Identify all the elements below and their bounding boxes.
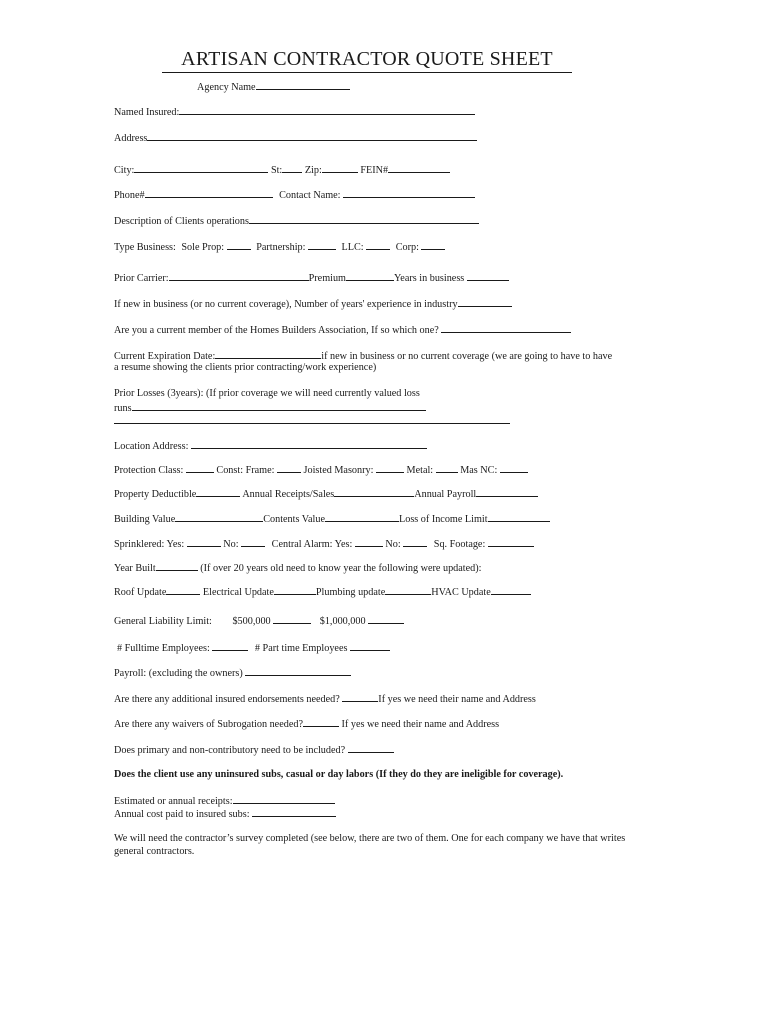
sprinklered-label: Sprinklered: Yes: xyxy=(114,539,185,550)
gl-1m-field[interactable] xyxy=(368,613,404,624)
sole-prop-label: Sole Prop: xyxy=(181,242,225,253)
year-built-note: (If over 20 years old need to know year the following were updated): xyxy=(200,563,482,574)
prior-losses-row xyxy=(114,387,420,400)
location-address-label: Location Address: xyxy=(114,441,189,452)
llc-field[interactable] xyxy=(366,239,390,250)
partnership-label: Partnership: xyxy=(256,242,306,253)
roof-update-field[interactable] xyxy=(166,584,200,595)
estimated-receipts-label: Estimated or annual receipts: xyxy=(114,796,233,807)
hba-row xyxy=(114,322,571,337)
gl-500k-field[interactable] xyxy=(273,613,311,624)
parttime-employees-field[interactable] xyxy=(350,640,390,651)
annual-receipts-label: Annual Receipts/Sales xyxy=(242,489,335,500)
joisted-masonry-label: Joisted Masonry: xyxy=(303,465,374,476)
sprinklered-yes-field[interactable] xyxy=(187,536,221,547)
additional-insured-label: Are there any additional insured endorsements needed? xyxy=(114,694,340,705)
year-built-label: Year Built xyxy=(114,563,156,574)
st-label: St: xyxy=(270,165,283,176)
current-expiration-label: Current Expiration Date: xyxy=(114,351,216,362)
loss-of-income-label: Loss of Income Limit xyxy=(399,514,488,525)
fulltime-employees-label: # Fulltime Employees: xyxy=(117,643,210,654)
zip-field[interactable] xyxy=(322,162,358,173)
protection-class-field[interactable] xyxy=(186,462,214,473)
city-label: City: xyxy=(114,165,135,176)
mas-nc-field[interactable] xyxy=(500,462,528,473)
protection-class-label: Protection Class: xyxy=(114,465,184,476)
named-insured-label: Named Insured: xyxy=(114,107,180,118)
address-row xyxy=(114,130,477,145)
corp-field[interactable] xyxy=(421,239,445,250)
joisted-masonry-field[interactable] xyxy=(376,462,404,473)
contact-name-label: Contact Name: xyxy=(279,190,341,201)
prior-carrier-field[interactable] xyxy=(169,270,309,281)
prior-losses-field-2[interactable] xyxy=(114,413,510,424)
updates-row xyxy=(114,584,531,599)
llc-label: LLC: xyxy=(341,242,364,253)
property-deductible-row xyxy=(114,486,538,501)
payroll-field[interactable] xyxy=(245,665,351,676)
annual-cost-field[interactable] xyxy=(252,806,336,817)
survey-note: We will need the contractor’s survey completed (see below, there are two of them. One for each company we have that writes general contractors. xyxy=(114,833,626,857)
city-row xyxy=(114,162,450,177)
estimated-receipts-field[interactable] xyxy=(233,793,335,804)
address-field[interactable] xyxy=(147,130,477,141)
new-business-row xyxy=(114,296,512,311)
new-business-field[interactable] xyxy=(458,296,512,307)
building-value-field[interactable] xyxy=(175,511,263,522)
property-deductible-field[interactable] xyxy=(196,486,240,497)
prior-carrier-row xyxy=(114,270,509,285)
sq-footage-field[interactable] xyxy=(488,536,534,547)
hvac-update-field[interactable] xyxy=(491,584,531,595)
additional-insured-field[interactable] xyxy=(342,691,378,702)
hvac-update-label: HVAC Update xyxy=(431,587,491,598)
phone-label: Phone# xyxy=(114,190,145,201)
primary-field[interactable] xyxy=(348,742,394,753)
gl-limit-label: General Liability Limit: xyxy=(114,616,212,627)
central-alarm-label: Central Alarm: Yes: xyxy=(271,539,353,550)
type-business-row xyxy=(114,239,445,254)
named-insured-field[interactable] xyxy=(179,104,475,115)
loss-of-income-field[interactable] xyxy=(488,511,550,522)
description-row xyxy=(114,213,479,228)
agency-name-field[interactable] xyxy=(256,79,350,90)
additional-insured-note: If yes we need their name and Address xyxy=(378,694,536,705)
central-alarm-no-label: No: xyxy=(385,539,401,550)
gl-option-1m: $1,000,000 xyxy=(319,616,366,627)
waivers-note: If yes we need their name and Address xyxy=(341,719,500,730)
prior-losses-label: Prior Losses (3years): (If prior coverage we will need currently valued loss xyxy=(114,388,420,399)
fein-label: FEIN# xyxy=(360,165,389,176)
new-business-label: If new in business (or no current coverage), Number of years' experience in industry xyxy=(114,299,458,310)
plumbing-update-label: Plumbing update xyxy=(315,587,386,598)
type-business-label: Type Business: xyxy=(114,242,176,253)
fein-field[interactable] xyxy=(388,162,450,173)
const-label: Const: Frame: xyxy=(216,465,275,476)
parttime-employees-label: # Part time Employees xyxy=(254,643,348,654)
metal-field[interactable] xyxy=(436,462,458,473)
current-expiration-note-2: a resume showing the clients prior contracting/work experience) xyxy=(114,362,377,373)
years-in-business-label: Years in business xyxy=(393,273,465,284)
annual-payroll-label: Annual Payroll xyxy=(414,489,477,500)
page-title: ARTISAN CONTRACTOR QUOTE SHEET xyxy=(162,48,572,73)
annual-payroll-field[interactable] xyxy=(476,486,538,497)
building-value-label: Building Value xyxy=(114,514,176,525)
primary-row xyxy=(114,742,394,757)
year-built-row xyxy=(114,560,481,575)
current-expiration-field[interactable] xyxy=(215,348,321,359)
employees-row xyxy=(117,640,390,655)
st-field[interactable] xyxy=(282,162,302,173)
contents-value-label: Contents Value xyxy=(263,514,325,525)
prior-losses-continuation-row xyxy=(114,413,510,428)
location-address-field[interactable] xyxy=(191,438,427,449)
mas-nc-label: Mas NC: xyxy=(460,465,498,476)
annual-cost-row xyxy=(114,806,336,821)
waivers-row xyxy=(114,716,499,731)
electrical-update-label: Electrical Update xyxy=(202,587,274,598)
gl-option-500k: $500,000 xyxy=(232,616,271,627)
primary-label: Does primary and non-contributory need to be included? xyxy=(114,745,346,756)
current-expiration-note-row xyxy=(114,361,376,374)
description-field[interactable] xyxy=(249,213,479,224)
annual-cost-label: Annual cost paid to insured subs: xyxy=(114,809,250,820)
uninsured-subs-label: Does the client use any uninsured subs, casual or day labors (If they do they are ineligible for coverage). xyxy=(114,769,564,780)
payroll-label: Payroll: (excluding the owners) xyxy=(114,668,243,679)
contents-value-field[interactable] xyxy=(325,511,399,522)
corp-label: Corp: xyxy=(395,242,419,253)
contact-name-field[interactable] xyxy=(343,187,475,198)
central-alarm-yes-field[interactable] xyxy=(355,536,383,547)
premium-field[interactable] xyxy=(346,270,394,281)
runs-label: runs xyxy=(114,403,132,414)
fulltime-employees-field[interactable] xyxy=(212,640,248,651)
sprinklered-no-label: No: xyxy=(223,539,239,550)
building-value-row xyxy=(114,511,550,526)
frame-field[interactable] xyxy=(277,462,301,473)
hba-field[interactable] xyxy=(441,322,571,333)
sprinklered-row xyxy=(114,536,534,551)
named-insured-row xyxy=(114,104,475,119)
zip-label: Zip: xyxy=(304,165,322,176)
sole-prop-field[interactable] xyxy=(227,239,251,250)
waivers-field[interactable] xyxy=(303,716,339,727)
address-label: Address xyxy=(114,133,148,144)
prior-carrier-label: Prior Carrier: xyxy=(114,273,169,284)
location-address-row xyxy=(114,438,427,453)
metal-label: Metal: xyxy=(406,465,434,476)
roof-update-label: Roof Update xyxy=(114,587,167,598)
agency-name-label: Agency Name xyxy=(197,82,256,93)
prior-losses-field[interactable] xyxy=(132,400,426,411)
premium-label: Premium xyxy=(308,273,346,284)
waivers-label: Are there any waivers of Subrogation needed? xyxy=(114,719,303,730)
agency-name-row xyxy=(197,79,350,94)
phone-field[interactable] xyxy=(145,187,273,198)
plumbing-update-field[interactable] xyxy=(385,584,431,595)
property-deductible-label: Property Deductible xyxy=(114,489,197,500)
description-label: Description of Clients operations xyxy=(114,216,249,227)
uninsured-subs-row xyxy=(114,768,563,781)
partnership-field[interactable] xyxy=(308,239,336,250)
electrical-update-field[interactable] xyxy=(274,584,316,595)
central-alarm-no-field[interactable] xyxy=(403,536,427,547)
gl-limit-row xyxy=(114,613,404,628)
additional-insured-row xyxy=(114,691,536,706)
years-in-business-field[interactable] xyxy=(467,270,509,281)
city-field[interactable] xyxy=(134,162,268,173)
year-built-field[interactable] xyxy=(156,560,198,571)
sprinklered-no-field[interactable] xyxy=(241,536,265,547)
protection-class-row xyxy=(114,462,528,477)
hba-label: Are you a current member of the Homes Builders Association, If so which one? xyxy=(114,325,439,336)
payroll-row xyxy=(114,665,351,680)
sq-footage-label: Sq. Footage: xyxy=(433,539,486,550)
current-expiration-note: if new in business or no current coverage (we are going to have to have xyxy=(321,351,613,362)
annual-receipts-field[interactable] xyxy=(334,486,414,497)
phone-row xyxy=(114,187,475,202)
